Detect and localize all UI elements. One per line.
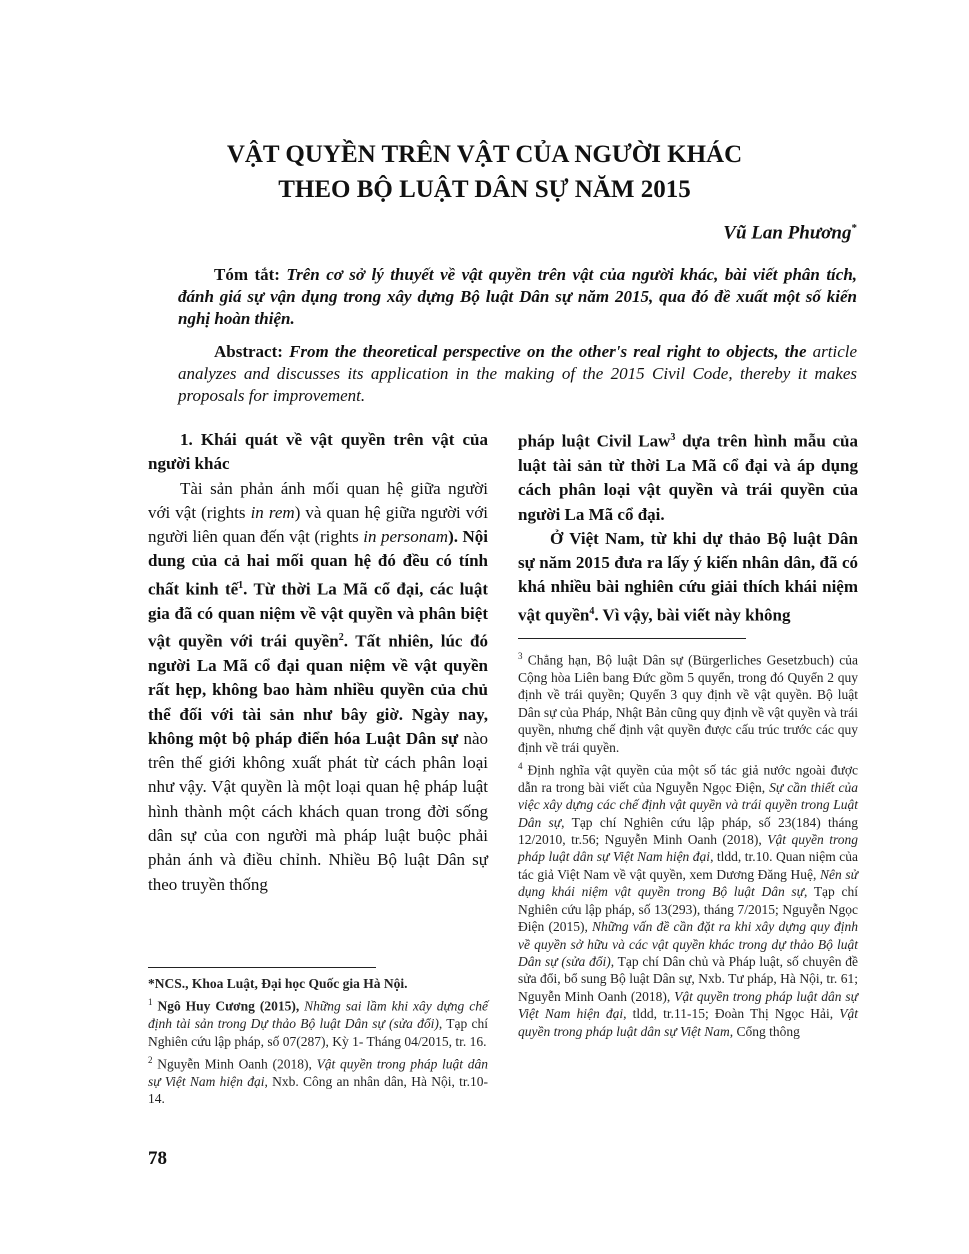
right-paragraph-2: Ở Việt Nam, từ khi dự thảo Bộ luật Dân sự năm 2015 đưa ra lấy ý kiến nhân dân, đã có khá nhiều bài nghiên cứu giải thích khái niệm vật quyền$^4$. Vì vậy, bài viết này không xyxy=(518,528,858,625)
footnote-ref-2[interactable]: 2 xyxy=(338,632,344,644)
abstract-en-text: article analyzes and discusses its application in the making of the 2015 Civil Code, thereby it makes proposals for improvement. xyxy=(178,342,858,405)
abstract-vi-label: Tóm tắt: xyxy=(214,265,280,284)
right-column xyxy=(518,426,858,628)
abstract-vietnamese xyxy=(178,264,857,330)
right-paragraph-1: pháp luật Civil Law$^3$ dựa trên hình mẫu của luật tài sản từ thời La Mã cổ đại và áp dụng cách phân loại vật quyền và trái quyền của người La Mã cổ đại. xyxy=(518,431,858,524)
left-paragraph: Tài sản phản ánh mối quan hệ giữa người với vật (rights in rem) và quan hệ giữa người với người liên quan đến vật (rights in personam). Nội dung của cả hai mối quan hệ đó đều có tính chất kinh tế$^1$. Từ thời La Mã cổ đại, các luật gia đã có quan niệm về vật quyền và phân biệt vật quyền với trái quyền$^2$. Tất nhiên, lúc đó người La Mã cổ đại quan niệm về vật quyền rất hẹp, không bao hàm nhiều quyền của chủ thể đối với tài sản như bây giờ. Ngày nay, không một bộ pháp điển hóa Luật Dân sự nào trên thế giới không xuất phát từ cách phân loại như vậy. Vật quyền là một loại quan hệ pháp luật hình thành một cách khách quan trong đời sống dân sự của con người mà pháp luật buộc phải phản ánh và điều chỉnh. Nhiều Bộ luật Dân sự theo truyền thống xyxy=(148,478,489,894)
footnote-ref-4[interactable]: 4 xyxy=(589,605,595,617)
abstract-vi-text: Trên cơ sở lý thuyết về vật quyền trên vật của người khác, bài viết phân tích, đánh giá sự vận dụng trong xây dựng Bộ luật Dân sự năm 2015, qua đó đề xuất một số kiến nghị hoàn thiện. xyxy=(178,265,858,328)
section-heading: 1. Khái quát về vật quyền trên vật của người khác xyxy=(148,430,488,474)
footnote-star: *NCS., Khoa Luật, Đại học Quốc gia Hà Nội. xyxy=(148,976,408,991)
author-mark: * xyxy=(851,222,857,234)
footnote-ref-1[interactable]: 1 xyxy=(238,579,244,591)
footnotes-left xyxy=(148,975,488,1110)
footnote-4: $^4$ Định nghĩa vật quyền của một số tác giả nước ngoài được dẫn ra trong bài viết của Nguyễn Ngọc Điện, Sự cần thiết của việc xây dựng các chế định vật quyền và trái quyền trong Luật Dân sự, Tạp chí Nghiên cứu lập pháp, số 23(184) tháng 12/2010, tr.56; Nguyễn Minh Oanh (2018), Vật quyền trong pháp luật dân sự Việt Nam hiện đại, tldd, tr.10. Quan niệm của tác giả Việt Nam về vật quyền, xem Dương Đăng Huệ, Nên sử dụng khái niệm vật quyền trong Bộ luật Dân sự, Tạp chí Nghiên cứu lập pháp, số 13(293), tháng 7/2015; Nguyễn Ngọc Điện (2015), Những vấn đề cần đặt ra khi xây dựng quy định về quyền sở hữu và các vật quyền khác trong dự thảo Bộ luật Dân sự (sửa đổi), Tạp chí Dân chủ và Pháp luật, số chuyên đề sửa đổi, bổ sung Bộ luật Dân sự, Nxb. Tư pháp, Hà Nội, tr. 61; Nguyễn Minh Oanh (2018), Vật quyền trong pháp luật dân sự Việt Nam hiện đại, tldd, tr.11-15; Đoàn Thị Ngọc Hải, Vật quyền trong pháp luật dân sự Việt Nam, Cổng thông xyxy=(518,760,859,1039)
footnote-divider-right xyxy=(518,638,746,639)
footnote-ref-3[interactable]: 3 xyxy=(670,432,676,443)
article-title xyxy=(0,137,969,207)
author-name: Vũ Lan Phương xyxy=(723,222,852,244)
abstract-en-text-bold: From the theoretical perspective on the other's real right to objects, the xyxy=(289,342,807,361)
footnote-divider-left xyxy=(148,967,376,968)
footnote-2: $^2$ Nguyễn Minh Oanh (2018), Vật quyền trong pháp luật dân sự Việt Nam hiện đại, Nxb. Công an nhân dân, Hà Nội, tr.10-14. xyxy=(148,1055,488,1107)
left-column xyxy=(148,428,488,897)
title-line-1: VẬT QUYỀN TRÊN VẬT CỦA NGƯỜI KHÁC xyxy=(226,141,743,168)
footnotes-right xyxy=(518,648,858,1042)
footnote-1: $^1$ Ngô Huy Cương (2015), Những sai lầm khi xây dựng chế định tài sản trong Dự thảo Bộ luật Dân sự (sửa đổi), Tạp chí Nghiên cứu lập pháp, số 07(287), Kỳ 1- Tháng 04/2015, tr. 16. xyxy=(148,997,488,1049)
title-line-2: THEO BỘ LUẬT DÂN SỰ NĂM 2015 xyxy=(278,176,691,203)
footnote-3: $^3$ Chẳng hạn, Bộ luật Dân sự (Bürgerliches Gesetzbuch) của Cộng hòa Liên bang Đức gồm 5 quyển, trong đó Quyển 2 quy định về trái quyền; Quyển 3 quy định về vật quyền. Bộ luật Dân sự của Pháp, Nhật Bản cũng quy định về vật quyền và trái quyền, nhưng chế định vật quyền được cấu trúc trước các quy định về trái quyền. xyxy=(518,651,858,755)
page-number: 78 xyxy=(148,1148,167,1169)
abstract-english xyxy=(178,341,857,407)
abstract-en-label: Abstract: xyxy=(214,342,283,361)
author xyxy=(723,222,857,244)
